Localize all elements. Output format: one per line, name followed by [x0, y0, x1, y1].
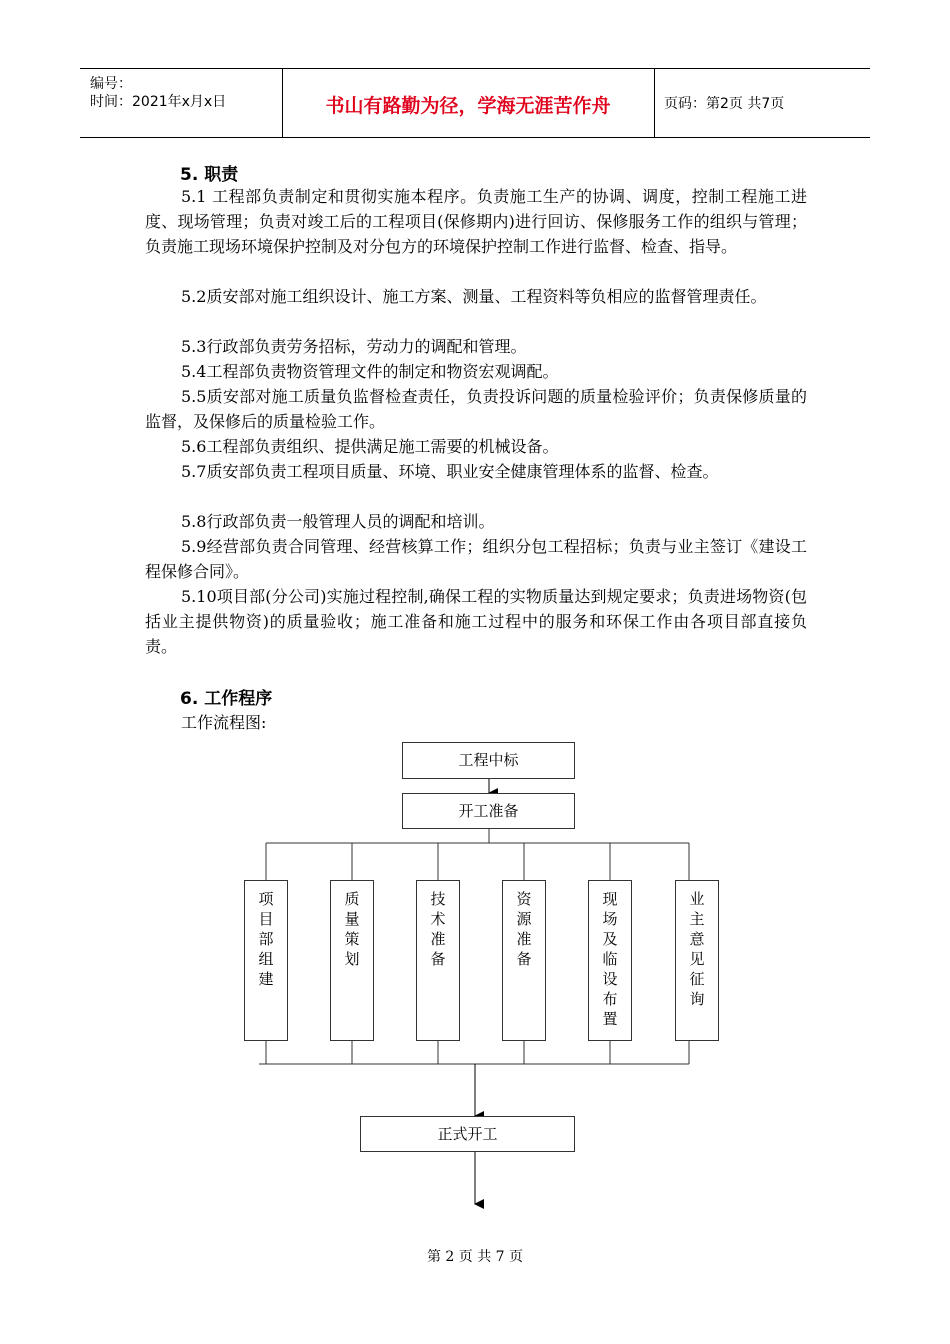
paragraph-5-6: 5.6工程部负责组织、提供满足施工需要的机械设备。 — [181, 437, 559, 456]
flow-branch-label: 资源准备 — [516, 890, 532, 968]
time-label: 时间：2021年x月x日 — [90, 94, 227, 110]
flow-branch-resource-prep — [502, 880, 546, 1041]
flow-node-formal-start: 正式开工 — [360, 1116, 575, 1152]
paragraph-5-3: 5.3行政部负责劳务招标，劳动力的调配和管理。 — [181, 337, 527, 356]
paragraph-5-7: 5.7质安部负责工程项目质量、环境、职业安全健康管理体系的监督、检查。 — [181, 462, 719, 481]
paragraph-5-10: 5.10项目部(分公司)实施过程控制,确保工程的实物质量达到规定要求；负责进场物资(包括业主提供物资)的质量验收；施工准备和施工过程中的服务和环保工作由各项目部直接负责。 — [145, 587, 807, 656]
flow-branch-tech-prep — [416, 880, 460, 1041]
flow-branch-label: 项目部组建 — [258, 890, 274, 988]
flow-branch-label: 现场及临设布置 — [602, 890, 618, 1028]
section-5-heading: 5. 职责 — [180, 165, 239, 185]
page-footer: 第 2 页 共 7 页 — [426, 1249, 524, 1265]
paragraph-5-1: 5.1 工程部负责制定和贯彻实施本程序。负责施工生产的协调、调度，控制工程施工进度、现场管理；负责对竣工后的工程项目(保修期内)进行回访、保修服务工作的组织与管理；负责施工现场环境保护控制及对分包方的环境保护控制工作进行监督、检查、指导。 — [145, 187, 807, 256]
flow-branch-label: 质量策划 — [344, 890, 360, 968]
paragraph-5-8: 5.8行政部负责一般管理人员的调配和培训。 — [181, 512, 495, 531]
flow-branch-quality-plan — [330, 880, 374, 1041]
paragraph-5-2: 5.2质安部对施工组织设计、施工方案、测量、工程资料等负相应的监督管理责任。 — [181, 287, 767, 306]
flow-branch-label: 技术准备 — [430, 890, 446, 968]
paragraph-5-5: 5.5质安部对施工质量负监督检查责任，负责投诉问题的质量检验评价；负责保修质量的监督，及保修后的质量检验工作。 — [145, 387, 807, 431]
paragraph-5-9: 5.9经营部负责合同管理、经营核算工作；组织分包工程招标；负责与业主签订《建设工程保修合同》。 — [145, 537, 807, 581]
flow-node-start-prep: 开工准备 — [402, 793, 575, 829]
paragraph-5-4: 5.4工程部负责物资管理文件的制定和物资宏观调配。 — [181, 362, 559, 381]
flow-branch-owner-feedback — [675, 880, 719, 1041]
flow-node-bid-won: 工程中标 — [402, 742, 575, 779]
motto: 书山有路勤为径，学海无涯苦作舟 — [325, 95, 611, 117]
page-number-label: 页码：第2页 共7页 — [664, 96, 785, 112]
flow-branch-label: 业主意见征询 — [689, 890, 705, 1008]
section-6-heading: 6. 工作程序 — [180, 689, 273, 709]
flowchart-intro: 工作流程图: — [181, 713, 267, 732]
flow-branch-site-layout — [588, 880, 632, 1041]
flow-branch-project-dept — [244, 880, 288, 1041]
number-label: 编号： — [90, 76, 132, 92]
